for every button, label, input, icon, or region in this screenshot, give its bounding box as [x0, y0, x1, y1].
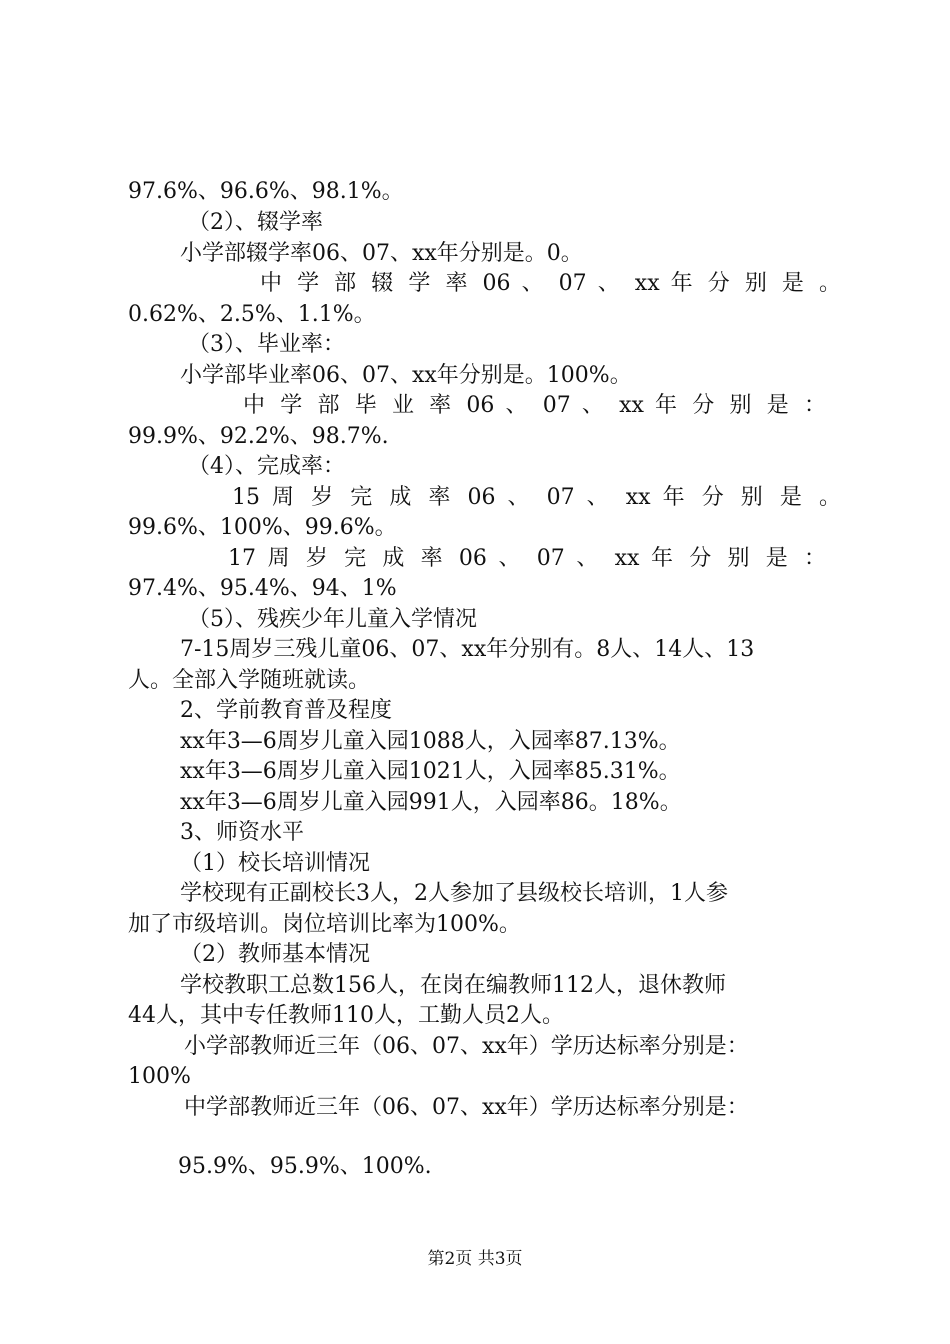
text-line-14: 97.4%、95.4%、94、1% [128, 576, 397, 601]
text-line-1: 97.6%、96.6%、98.1%。 [128, 179, 404, 204]
text-line-24: 学校现有正副校长3人，2人参加了县级校长培训，1人参 [180, 881, 728, 906]
text-line-19: xx年3—6周岁儿童入园1088人，入园率87.13%。 [180, 729, 681, 754]
text-line-7: 小学部毕业率06、07、xx年分别是。100%。 [180, 363, 632, 388]
text-line-31: 中学部教师近三年（06、07、xx年）学历达标率分别是： [184, 1095, 749, 1120]
text-line-4: 中 学 部 辍 学 率 06 、 07 、 xx 年 分 别 是 。 [260, 271, 841, 296]
text-line-11: 15 周 岁 完 成 率 06 、 07 、 xx 年 分 别 是 。 [232, 485, 841, 510]
text-line-3: 小学部辍学率06、07、xx年分别是。0。 [180, 241, 583, 266]
text-line-12: 99.6%、100%、99.6%。 [128, 515, 397, 540]
page-footer: 第2页 共3页 [427, 1249, 523, 1269]
section-heading-preschool: 2、学前教育普及程度 [180, 698, 392, 723]
text-line-32: 95.9%、95.9%、100%. [178, 1154, 432, 1179]
text-line-28: 44人，其中专任教师110人，工勤人员2人。 [128, 1003, 564, 1028]
section-heading-principal-training: （1）校长培训情况 [180, 851, 370, 876]
text-line-9: 99.9%、92.2%、98.7%. [128, 424, 389, 449]
text-line-25: 加了市级培训。岗位培训比率为100%。 [128, 912, 521, 937]
section-heading-dropout: （2）、辍学率 [188, 210, 323, 235]
text-line-13: 17 周 岁 完 成 率 06 、 07 、 xx 年 分 别 是 ： [228, 546, 826, 571]
section-heading-disabled-children: （5）、残疾少年儿童入学情况 [188, 607, 477, 632]
text-line-27: 学校教职工总数156人，在岗在编教师112人，退休教师 [180, 973, 726, 998]
text-line-8: 中 学 部 毕 业 率 06 、 07 、 xx 年 分 别 是 ： [243, 393, 826, 418]
text-line-16: 7-15周岁三残儿童06、07、xx年分别有。8人、14人、13 [180, 637, 755, 662]
text-line-17: 人。全部入学随班就读。 [128, 668, 371, 693]
text-line-29: 小学部教师近三年（06、07、xx年）学历达标率分别是： [184, 1034, 749, 1059]
text-line-20: xx年3—6周岁儿童入园1021人，入园率85.31%。 [180, 759, 681, 784]
section-heading-teachers: 3、师资水平 [180, 820, 304, 845]
text-line-21: xx年3—6周岁儿童入园991人，入园率86。18%。 [180, 790, 682, 815]
section-heading-graduation: （3）、毕业率： [188, 332, 345, 357]
text-line-5: 0.62%、2.5%、1.1%。 [128, 302, 376, 327]
text-line-30: 100% [128, 1064, 191, 1089]
section-heading-completion: （4）、完成率： [188, 454, 345, 479]
section-heading-teacher-basics: （2）教师基本情况 [180, 942, 370, 967]
